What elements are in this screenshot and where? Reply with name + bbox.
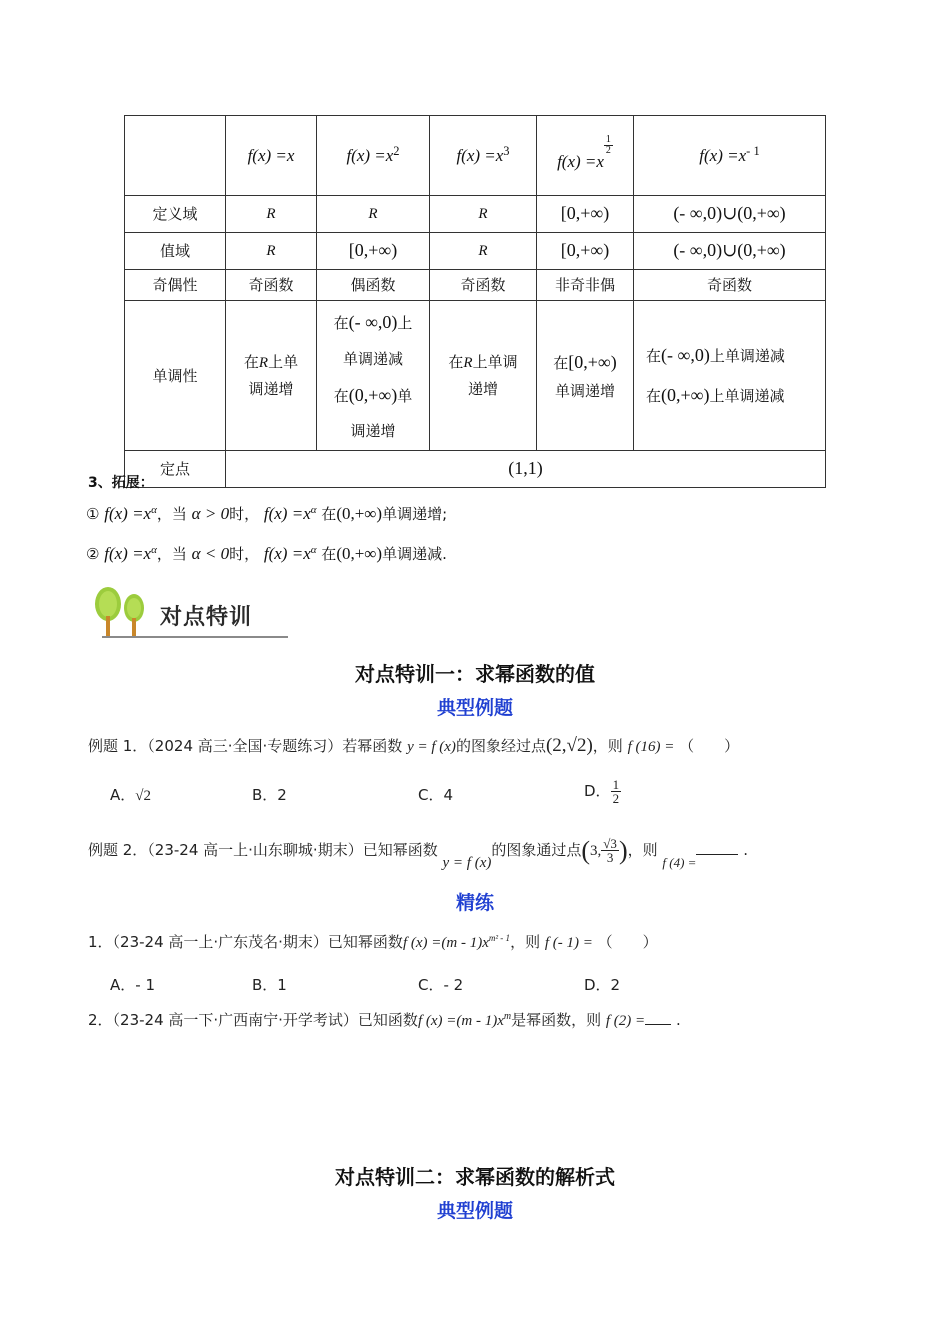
cell: 奇函数 [226, 270, 317, 301]
extension-line-2: ② $f(x) =x^\alpha$，当 α < 0时， $f(x) =x^\alpha$ 在(0,+∞)单调递减. [86, 544, 447, 563]
cell: 非奇非偶 [537, 270, 634, 301]
cell: [0,+∞) [537, 196, 634, 233]
table-corner-cell [125, 116, 226, 196]
header-fx-x: f(x) =x [226, 116, 317, 196]
section1-title: 对点特训一：求幂函数的值 [355, 662, 595, 686]
row-monotonicity [125, 301, 826, 451]
example-1: 例题 1．（2024 高三·全国·专题练习）若幂函数 y = f (x)的图象经过点(2,√2)，则 f (16) = （ ） [88, 735, 740, 756]
exp-neg-1: - 1 [746, 143, 760, 158]
exp-2: 2 [393, 143, 400, 158]
row-label: 奇偶性 [125, 270, 226, 301]
section1-typical-heading: 典型例题 [436, 697, 513, 719]
practice-1: 1．（23-24 高一上·广东茂名·期末）已知幂函数f $(x) =(m - 1)x^{m^2 - 1}$，则 f (- 1) = （ ） [88, 933, 658, 951]
example-2: 例题 2．（23-24 高一上·山东聊城·期末）已知幂函数 y = f (x)的图象通过点(3, $\frac{√3}{3}$ )，则 f (4) = . [88, 836, 749, 871]
header-fx-sqrt: f(x) =x $\frac{1}{2}$ [537, 116, 634, 196]
option-b[interactable]: B．2 [252, 786, 287, 804]
table-header-row [125, 116, 826, 196]
cell: (- ∞,0)∪(0,+∞) [634, 233, 826, 270]
row-label: 定点 [125, 451, 226, 488]
header-fx-inverse: $f(x) =x^{- 1}$ [634, 116, 826, 196]
cell: 在(- ∞,0)上单调递减 在(0,+∞)上单调递减 [634, 301, 826, 451]
cell: 在(- ∞,0)上 单调递减 在(0,+∞)单 调递增 [317, 301, 430, 451]
cell: 在[0,+∞) 单调递增 [537, 301, 634, 451]
cell: 偶函数 [317, 270, 430, 301]
extension-title: 3、拓展： [88, 475, 154, 491]
cell: R [430, 233, 537, 270]
row-label: 单调性 [125, 301, 226, 451]
row-domain [125, 196, 826, 233]
tree-icon [92, 586, 156, 642]
cell: 奇函数 [634, 270, 826, 301]
header-fx-x2: $f(x) =x^2$ [317, 116, 430, 196]
section2-title: 对点特训二：求幂函数的解析式 [335, 1165, 615, 1189]
row-label: 定义域 [125, 196, 226, 233]
badge-underline [102, 636, 288, 638]
option-a[interactable]: A．√2 [110, 786, 151, 804]
fixed-point-value: (1,1) [226, 451, 826, 488]
badge-label: 对点特训 [160, 605, 253, 630]
cell: [0,+∞) [537, 233, 634, 270]
cell: R [317, 196, 430, 233]
answer-blank[interactable] [645, 1010, 671, 1025]
example-1-options [110, 777, 810, 814]
cell: 在R上单调 递增 [430, 301, 537, 451]
cell: R [430, 196, 537, 233]
cell: R [226, 196, 317, 233]
cell: 奇函数 [430, 270, 537, 301]
exp-3: 3 [503, 143, 510, 158]
answer-blank[interactable] [696, 840, 738, 855]
row-parity [125, 270, 826, 301]
option-a[interactable]: A．- 1 [110, 976, 155, 994]
row-fixed-point [125, 451, 826, 488]
option-d[interactable]: D．2 [584, 976, 621, 994]
row-label: 值域 [125, 233, 226, 270]
exp-one-half: $\frac{1}{2}$ [605, 133, 611, 156]
option-d[interactable]: D． $\frac{1}{2}$ [584, 777, 620, 806]
option-c[interactable]: C．4 [418, 786, 454, 804]
practice-heading: 精练 [455, 892, 494, 914]
option-c[interactable]: C．- 2 [418, 976, 464, 994]
section2-typical-heading: 典型例题 [436, 1200, 513, 1222]
power-function-table [124, 115, 826, 488]
cell: 在R上单 调递增 [226, 301, 317, 451]
cell: (- ∞,0)∪(0,+∞) [634, 196, 826, 233]
option-b[interactable]: B．1 [252, 976, 287, 994]
section-badge [92, 586, 288, 642]
cell: R [226, 233, 317, 270]
extension-line-1: ① $f(x) =x^\alpha$，当 α > 0时， $f(x) =x^\alpha$ 在(0,+∞)单调递增; [86, 504, 448, 523]
practice-2: 2．（23-24 高一下·广西南宁·开学考试）已知函数f $(x) =(m - 1)x^m$是幂函数，则 f (2) = . [88, 1011, 681, 1029]
cell: [0,+∞) [317, 233, 430, 270]
row-range [125, 233, 826, 270]
header-fx-x3: $f(x) =x^3$ [430, 116, 537, 196]
practice-1-options [110, 974, 810, 1000]
